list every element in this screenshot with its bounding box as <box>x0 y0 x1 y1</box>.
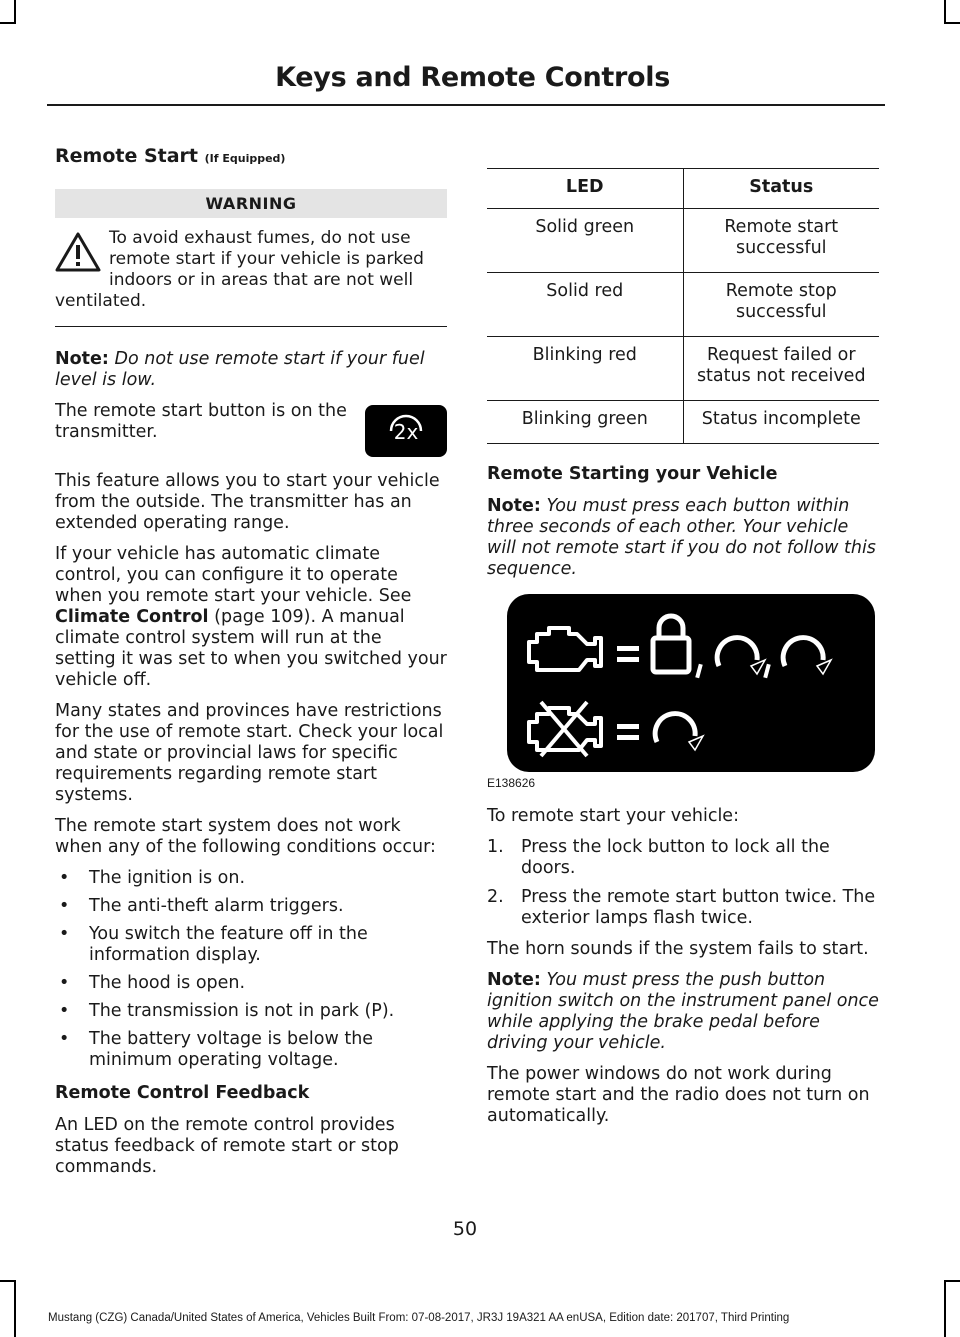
equals-sign <box>617 735 639 740</box>
warning-body <box>55 228 447 312</box>
equals-sign <box>617 724 639 729</box>
step-text: Press the remote start button twice. The exterior lamps flash twice. <box>521 887 876 928</box>
list-item <box>487 837 879 879</box>
warning-rule <box>55 326 447 327</box>
table-cell: Solid green <box>487 209 683 273</box>
crop-mark <box>14 1280 16 1337</box>
figure-panel <box>507 594 875 772</box>
note-label: Note: <box>487 496 541 516</box>
crop-mark <box>944 22 960 24</box>
paragraph-climate <box>55 544 447 691</box>
table-cell: Solid red <box>487 273 683 337</box>
table-cell: Status incomplete <box>683 401 879 444</box>
list-item: • The battery voltage is below the minimum operating voltage. <box>55 1029 447 1071</box>
note-fuel <box>55 349 447 391</box>
page-header-title: Keys and Remote Controls <box>275 62 670 93</box>
paragraph: The remote start system does not work when any of the following conditions occur: <box>55 816 436 857</box>
paragraph-text: (page 109). A manual climate control system will run at the setting it was set to when you switched your vehicle off. <box>55 607 447 690</box>
table-cell: Request failed or status not received <box>683 337 879 401</box>
list-item: • The ignition is on. <box>55 868 447 889</box>
table-header-status: Status <box>683 169 879 209</box>
remote-button-row <box>55 401 447 457</box>
section-title-suffix: (If Equipped) <box>204 152 286 165</box>
comma-separator <box>695 664 702 679</box>
paragraph-text: If your vehicle has automatic climate control, you can configure it to operate when you remote start your vehicle. See <box>55 544 412 606</box>
remote-start-arrow-icon <box>655 714 703 750</box>
note-label: Note: <box>55 349 109 369</box>
header-rule <box>47 104 885 106</box>
list-item: • The anti-theft alarm triggers. <box>55 896 447 917</box>
remote-start-arrow-icon <box>717 638 765 674</box>
starting-heading: Remote Starting your Vehicle <box>487 464 778 484</box>
feedback-heading: Remote Control Feedback <box>55 1083 310 1103</box>
table-header-led: LED <box>487 169 683 209</box>
note-ignition <box>487 970 879 1054</box>
remote-button-text: The remote start button is on the transmitter. <box>55 401 347 442</box>
list-item: • You switch the feature off in the information display. <box>55 924 447 966</box>
crop-mark <box>0 1280 16 1282</box>
section-title <box>55 145 447 167</box>
table-cell: Blinking red <box>487 337 683 401</box>
table-row <box>487 337 879 401</box>
climate-control-link[interactable]: Climate Control <box>55 607 209 627</box>
warning-label: WARNING <box>55 189 447 218</box>
table-cell: Remote start successful <box>683 209 879 273</box>
list-item <box>487 887 879 929</box>
conditions-list <box>55 868 447 1071</box>
table-cell: Remote stop successful <box>683 273 879 337</box>
table-row <box>487 273 879 337</box>
table-header-row <box>487 169 879 209</box>
step-number: 1. <box>487 837 504 857</box>
note-text: Do not use remote start if your fuel level is low. <box>55 349 425 390</box>
figure-code: E138626 <box>487 776 536 790</box>
table-row <box>487 401 879 444</box>
crop-mark <box>944 1280 946 1337</box>
paragraph: The horn sounds if the system fails to start. <box>487 939 869 959</box>
remote-start-arrow-icon <box>783 638 831 674</box>
sequence-diagram <box>507 594 875 772</box>
engine-off-icon <box>529 702 601 756</box>
comma-separator <box>763 664 770 679</box>
note-label: Note: <box>487 970 541 990</box>
list-item: • The hood is open. <box>55 973 447 994</box>
crop-mark <box>944 0 946 24</box>
right-column <box>487 168 879 1137</box>
crop-mark <box>0 22 16 24</box>
page-footer: Mustang (CZG) Canada/United States of America, Vehicles Built From: 07-08-2017, JR3J 19A321 AA enUSA, Edition date: 201707, Third Printing <box>48 1312 790 1324</box>
crop-mark <box>14 0 16 24</box>
step-number: 2. <box>487 887 504 907</box>
left-column <box>55 145 447 1188</box>
page-number: 50 <box>452 1218 478 1240</box>
warning-triangle-icon <box>55 232 101 272</box>
equals-sign <box>617 657 639 662</box>
steps-list <box>487 837 879 929</box>
step-text: Press the lock button to lock all the doors. <box>521 837 830 878</box>
paragraph: The power windows do not work during remote start and the radio does not turn on automatically. <box>487 1064 870 1126</box>
paragraph: This feature allows you to start your vehicle from the outside. The transmitter has an extended operating range. <box>55 471 440 533</box>
paragraph: Many states and provinces have restrictions for the use of remote start. Check your local and state or provincial laws for specific requirements regarding remote start systems. <box>55 701 444 805</box>
remote-start-sequence-figure <box>487 594 879 794</box>
note-text: You must press the push button ignition switch on the instrument panel once while applying the brake pedal before driving your vehicle. <box>487 970 879 1053</box>
remote-start-button-icon <box>365 405 447 457</box>
paragraph: An LED on the remote control provides status feedback of remote start or stop commands. <box>55 1115 399 1177</box>
lock-icon <box>653 616 689 672</box>
engine-icon <box>529 628 601 670</box>
note-sequence <box>487 496 879 580</box>
warning-text: To avoid exhaust fumes, do not use remote start if your vehicle is parked indoors or in areas that are not well ventilated. <box>55 228 424 311</box>
table-row <box>487 209 879 273</box>
note-text: You must press each button within three seconds of each other. Your vehicle will not remote start if you do not follow this sequence. <box>487 496 876 579</box>
remote-icon-label: 2x <box>393 420 419 444</box>
crop-mark <box>944 1280 960 1282</box>
equals-sign <box>617 646 639 651</box>
led-status-table <box>487 168 879 444</box>
table-cell: Blinking green <box>487 401 683 444</box>
list-item: • The transmission is not in park (P). <box>55 1001 447 1022</box>
paragraph: To remote start your vehicle: <box>487 806 739 826</box>
section-title-text: Remote Start <box>55 145 198 167</box>
